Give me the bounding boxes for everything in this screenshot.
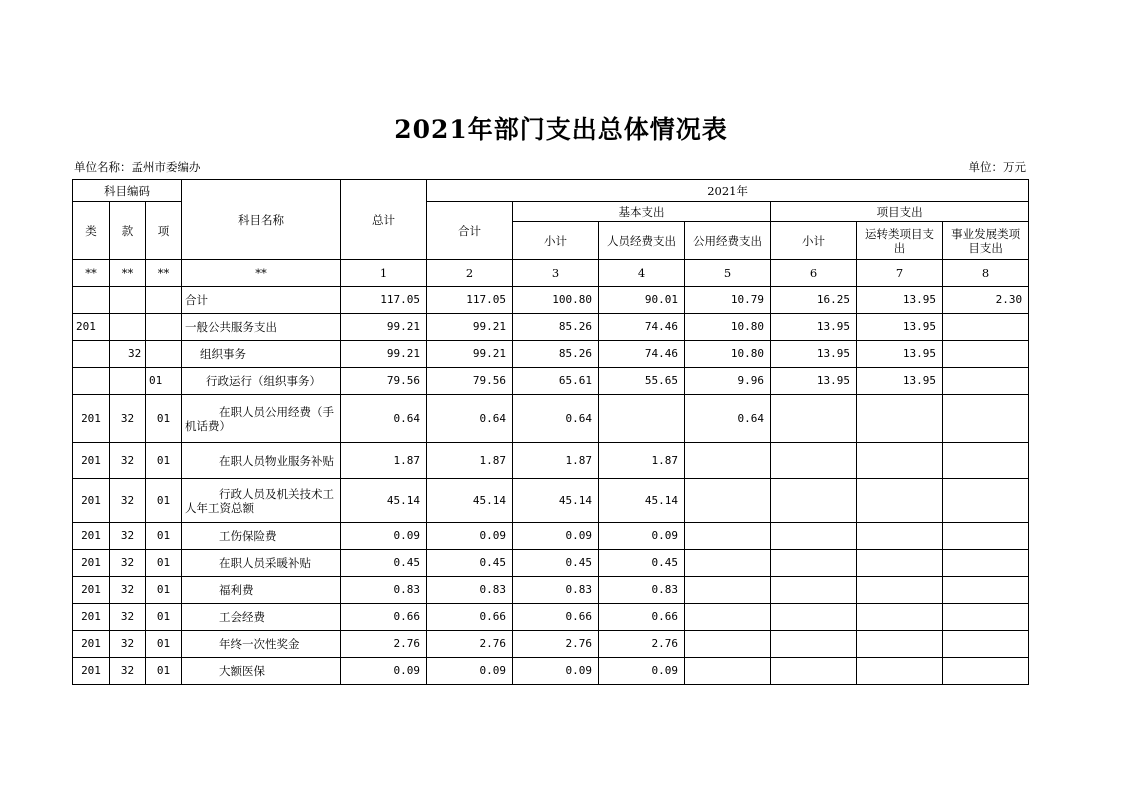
cell-kuan: 32 [110,479,146,523]
cell-kuan [110,368,146,395]
cell-c2: 0.09 [427,523,513,550]
table-row [73,523,1029,550]
cell-c5: 10.80 [685,314,771,341]
cell-c8 [943,658,1029,685]
cell-c1: 0.09 [341,523,427,550]
cell-xiang: 01 [146,395,182,443]
table-row [73,395,1029,443]
cell-lei [73,287,110,314]
index-cell: 3 [513,260,599,287]
cell-c6 [771,604,857,631]
cell-xiang: 01 [146,550,182,577]
cell-c5: 0.64 [685,395,771,443]
header-transfer: 运转类项目支出 [857,222,943,260]
index-cell: 7 [857,260,943,287]
cell-kuan: 32 [110,341,146,368]
cell-subject-name: 工伤保险费 [182,523,341,550]
index-cell: 5 [685,260,771,287]
cell-lei: 201 [73,479,110,523]
cell-c6 [771,550,857,577]
cell-lei [73,341,110,368]
cell-c4: 0.83 [599,577,685,604]
cell-c5 [685,479,771,523]
cell-c6: 16.25 [771,287,857,314]
page-title: 2021年部门支出总体情况表 [394,115,728,144]
header-subject-code: 科目编码 [73,180,182,202]
index-cell: ** [73,260,110,287]
cell-c6 [771,523,857,550]
cell-c7 [857,658,943,685]
cell-c8 [943,443,1029,479]
cell-c4: 0.45 [599,550,685,577]
cell-c6 [771,577,857,604]
cell-xiang: 01 [146,658,182,685]
cell-c1: 0.83 [341,577,427,604]
cell-c7: 13.95 [857,287,943,314]
cell-c5: 10.79 [685,287,771,314]
table-row [73,368,1029,395]
cell-xiang [146,287,182,314]
cell-c8 [943,341,1029,368]
cell-c8 [943,523,1029,550]
cell-c1: 0.09 [341,658,427,685]
cell-kuan: 32 [110,523,146,550]
index-cell: 6 [771,260,857,287]
cell-lei [73,368,110,395]
cell-c6 [771,395,857,443]
index-cell: ** [146,260,182,287]
cell-c3: 0.66 [513,604,599,631]
cell-subject-name: 福利费 [182,577,341,604]
cell-c2: 99.21 [427,341,513,368]
cell-c2: 2.76 [427,631,513,658]
cell-c2: 1.87 [427,443,513,479]
table-row [73,479,1029,523]
cell-c8 [943,631,1029,658]
cell-c6 [771,658,857,685]
cell-c3: 65.61 [513,368,599,395]
cell-c3: 45.14 [513,479,599,523]
table-row [73,287,1029,314]
index-cell: 8 [943,260,1029,287]
cell-c5 [685,523,771,550]
cell-lei: 201 [73,577,110,604]
cell-c6: 13.95 [771,368,857,395]
cell-c1: 2.76 [341,631,427,658]
cell-c4: 2.76 [599,631,685,658]
cell-c5 [685,550,771,577]
cell-c4: 0.09 [599,658,685,685]
index-cell: 1 [341,260,427,287]
cell-lei: 201 [73,631,110,658]
cell-subject-name: 在职人员采暖补贴 [182,550,341,577]
header-heji: 合计 [427,202,513,260]
cell-subject-name: 年终一次性奖金 [182,631,341,658]
header-basic: 基本支出 [513,202,771,222]
cell-c7 [857,604,943,631]
cell-c4 [599,395,685,443]
cell-c8 [943,550,1029,577]
cell-c7: 13.95 [857,368,943,395]
table-row [73,443,1029,479]
cell-c3: 85.26 [513,341,599,368]
cell-c1: 99.21 [341,341,427,368]
cell-kuan: 32 [110,604,146,631]
cell-c7 [857,395,943,443]
cell-c1: 0.64 [341,395,427,443]
cell-c7 [857,631,943,658]
header-subject-name: 科目名称 [182,180,341,260]
cell-c4: 0.09 [599,523,685,550]
cell-kuan: 32 [110,631,146,658]
cell-subject-name: 在职人员公用经费（手机话费） [182,395,341,443]
index-cell: ** [182,260,341,287]
cell-c2: 117.05 [427,287,513,314]
cell-lei: 201 [73,523,110,550]
cell-c1: 45.14 [341,479,427,523]
cell-c2: 79.56 [427,368,513,395]
cell-kuan: 32 [110,443,146,479]
cell-c3: 0.83 [513,577,599,604]
cell-xiang: 01 [146,443,182,479]
cell-c3: 0.09 [513,523,599,550]
cell-c8 [943,368,1029,395]
cell-c6: 13.95 [771,341,857,368]
cell-c4: 0.66 [599,604,685,631]
cell-c1: 117.05 [341,287,427,314]
cell-kuan: 32 [110,550,146,577]
cell-lei: 201 [73,658,110,685]
cell-c2: 0.45 [427,550,513,577]
cell-c4: 74.46 [599,341,685,368]
header-public: 公用经费支出 [685,222,771,260]
cell-c5 [685,443,771,479]
cell-kuan: 32 [110,395,146,443]
cell-lei: 201 [73,550,110,577]
table-row [73,341,1029,368]
unit-name: 单位名称：孟州市委编办 [74,160,201,174]
header-lei: 类 [73,202,110,260]
cell-c5 [685,658,771,685]
cell-xiang: 01 [146,523,182,550]
cell-c6 [771,443,857,479]
cell-c8 [943,395,1029,443]
index-cell: 4 [599,260,685,287]
cell-c4: 90.01 [599,287,685,314]
cell-c7 [857,479,943,523]
cell-c5: 10.80 [685,341,771,368]
cell-c8 [943,479,1029,523]
cell-subject-name: 行政运行（组织事务） [182,368,341,395]
cell-c3: 0.09 [513,658,599,685]
cell-c7 [857,443,943,479]
header-project: 项目支出 [771,202,1029,222]
cell-c4: 1.87 [599,443,685,479]
header-basic-subtotal: 小计 [513,222,599,260]
header-personnel: 人员经费支出 [599,222,685,260]
cell-c3: 0.45 [513,550,599,577]
header-total: 总计 [341,180,427,260]
cell-c7 [857,550,943,577]
cell-c5 [685,577,771,604]
cell-c2: 45.14 [427,479,513,523]
index-row [73,260,1029,287]
cell-c7 [857,523,943,550]
cell-subject-name: 一般公共服务支出 [182,314,341,341]
cell-c7: 13.95 [857,341,943,368]
cell-c4: 74.46 [599,314,685,341]
cell-subject-name: 在职人员物业服务补贴 [182,443,341,479]
cell-c1: 79.56 [341,368,427,395]
table-row [73,658,1029,685]
cell-xiang [146,341,182,368]
cell-c6 [771,479,857,523]
cell-c1: 0.66 [341,604,427,631]
cell-c2: 99.21 [427,314,513,341]
cell-c8: 2.30 [943,287,1029,314]
cell-subject-name: 工会经费 [182,604,341,631]
index-cell: ** [110,260,146,287]
cell-c3: 1.87 [513,443,599,479]
table-row [73,314,1029,341]
cell-c7 [857,577,943,604]
table-row [73,577,1029,604]
cell-subject-name: 组织事务 [182,341,341,368]
cell-lei: 201 [73,314,110,341]
cell-subject-name: 大额医保 [182,658,341,685]
header-year: 2021年 [427,180,1029,202]
cell-c1: 99.21 [341,314,427,341]
cell-c7: 13.95 [857,314,943,341]
header-career: 事业发展类项目支出 [943,222,1029,260]
cell-c3: 85.26 [513,314,599,341]
expenditure-table [72,179,1029,685]
table-row [73,604,1029,631]
cell-c4: 55.65 [599,368,685,395]
cell-c5 [685,631,771,658]
cell-kuan: 32 [110,658,146,685]
cell-c8 [943,604,1029,631]
cell-xiang: 01 [146,479,182,523]
header-project-subtotal: 小计 [771,222,857,260]
cell-c8 [943,577,1029,604]
cell-c1: 0.45 [341,550,427,577]
cell-c2: 0.83 [427,577,513,604]
cell-lei: 201 [73,604,110,631]
cell-c2: 0.64 [427,395,513,443]
cell-subject-name: 行政人员及机关技术工人年工资总额 [182,479,341,523]
table-row [73,631,1029,658]
index-cell: 2 [427,260,513,287]
cell-lei: 201 [73,443,110,479]
cell-xiang: 01 [146,577,182,604]
cell-lei: 201 [73,395,110,443]
cell-c2: 0.66 [427,604,513,631]
cell-c3: 2.76 [513,631,599,658]
cell-xiang: 01 [146,604,182,631]
cell-c3: 100.80 [513,287,599,314]
cell-c1: 1.87 [341,443,427,479]
cell-kuan [110,314,146,341]
table-row [73,550,1029,577]
cell-c6: 13.95 [771,314,857,341]
cell-xiang: 01 [146,368,182,395]
cell-c3: 0.64 [513,395,599,443]
cell-c5: 9.96 [685,368,771,395]
cell-c6 [771,631,857,658]
unit-label: 单位：万元 [968,160,1026,174]
cell-xiang [146,314,182,341]
cell-kuan: 32 [110,577,146,604]
cell-c4: 45.14 [599,479,685,523]
cell-kuan [110,287,146,314]
header-xiang: 项 [146,202,182,260]
cell-subject-name: 合计 [182,287,341,314]
cell-xiang: 01 [146,631,182,658]
header-kuan: 款 [110,202,146,260]
cell-c2: 0.09 [427,658,513,685]
cell-c8 [943,314,1029,341]
cell-c5 [685,604,771,631]
